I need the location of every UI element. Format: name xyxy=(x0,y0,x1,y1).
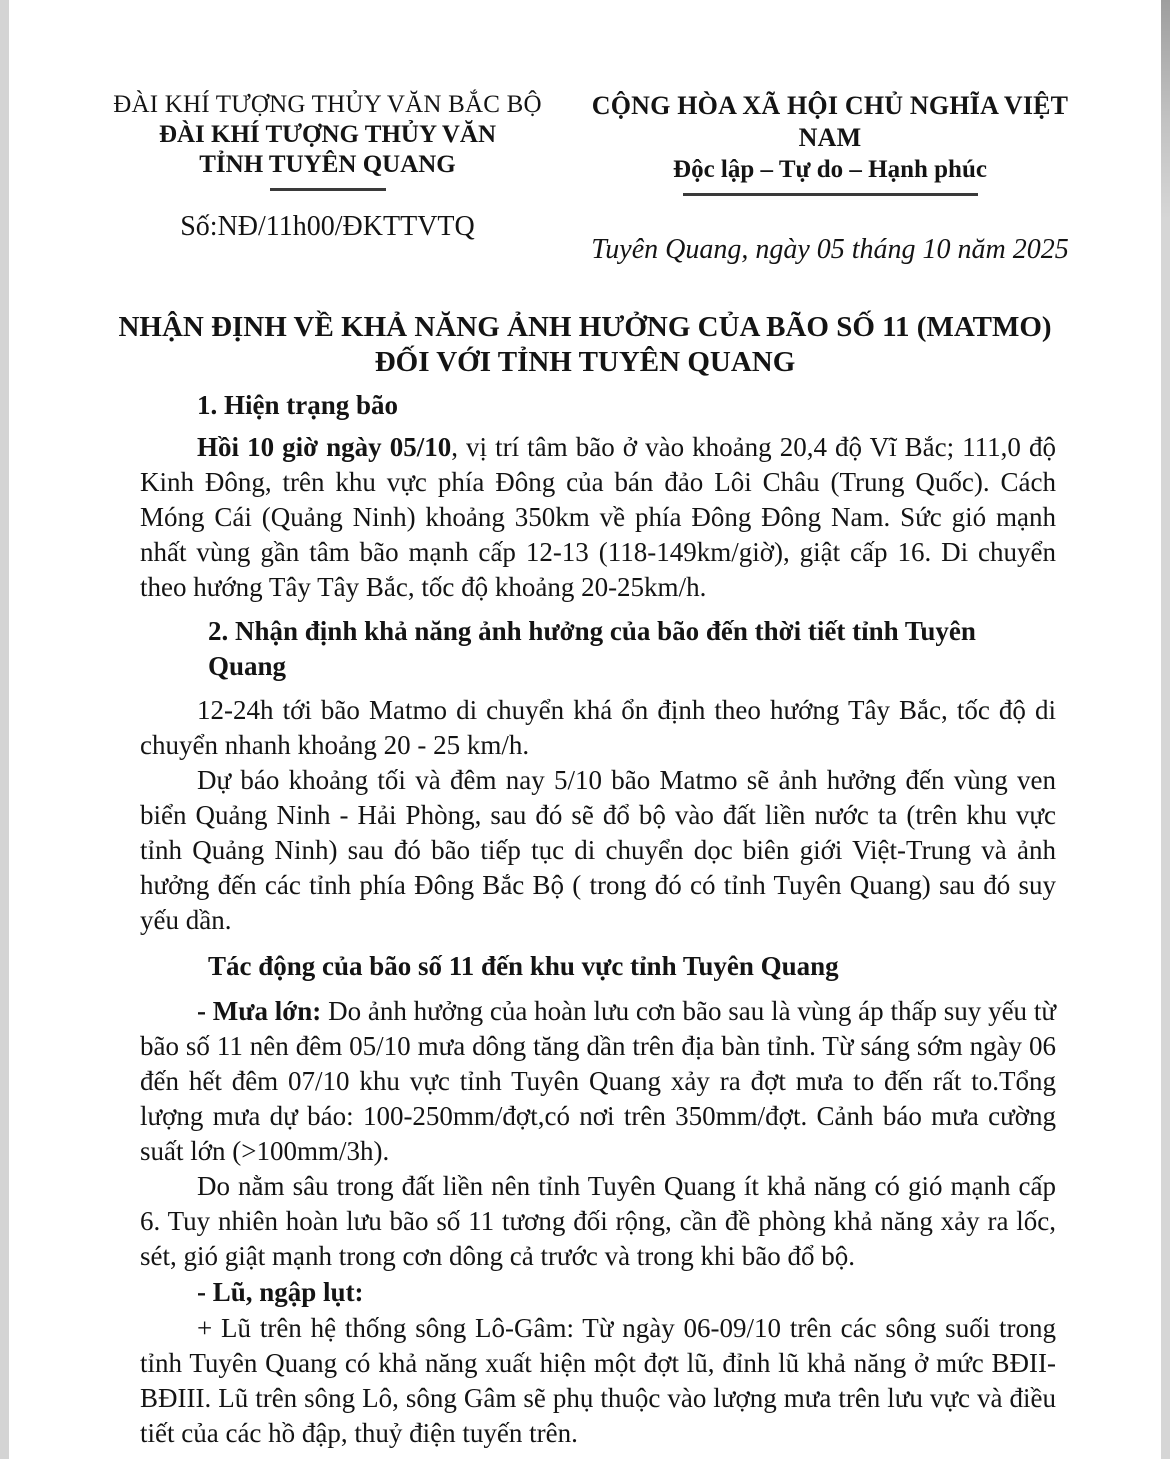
paragraph-landfall-forecast: Dự báo khoảng tối và đêm nay 5/10 bão Matmo sẽ ảnh hưởng đến vùng ven biển Quảng Ninh - Hải Phòng, sau đó sẽ đổ bộ vào đất liền nước ta (trên khu vực tỉnh Quảng Ninh) sau đó bão tiếp tục di chuyển dọc biên giới Việt-Trung và ảnh hưởng đến các tỉnh phía Đông Bắc Bộ ( trong đó có tỉnh Tuyên Quang) sau đó suy yếu dần. xyxy=(140,765,1056,935)
document-title-line2: ĐỐI VỚI TỈNH TUYÊN QUANG xyxy=(374,346,796,378)
paragraph-storm-status-text: , vị trí tâm bão ở vào khoảng 20,4 độ Vĩ Bắc; 111,0 độ Kinh Đông, trên khu vực phía Đông của bán đảo Lôi Châu (Trung Quốc). Cách Móng Cái (Quảng Ninh) khoảng 350km về phía Đông Đông Nam. Sức gió mạnh nhất vùng gần tâm bão mạnh cấp 12-13 (118-149km/giờ), giật cấp 16. Di chuyển theo hướng Tây Tây Bắc, tốc độ khoảng 20-25km/h. xyxy=(140,432,1056,602)
agency-province: TỈNH TUYÊN QUANG xyxy=(199,151,456,178)
paragraph-wind-warning: Do nằm sâu trong đất liền nên tỉnh Tuyên Quang ít khả năng có gió mạnh cấp 6. Tuy nhiên hoàn lưu bão số 11 tương đối rộng, cần đề phòng khả năng xảy ra lốc, sét, gió giật mạnh trong cơn dông cả trước và trong khi bão đổ bộ. xyxy=(140,1171,1056,1271)
paragraph-heavy-rain-text: Do ảnh hưởng của hoàn lưu cơn bão sau là vùng áp thấp suy yếu từ bão số 11 nên đêm 05/10 mưa dông tăng dần trên địa bàn tỉnh. Từ sáng sớm ngày 06 đến hết đêm 07/10 khu vực tỉnh Tuyên Quang xảy ra đợt mưa to đến rất to.Tổng lượng mưa dự báo: 100-250mm/đợt,có nơi trên 350mm/đợt. Cảnh báo mưa cường suất lớn (>100mm/3h). xyxy=(140,996,1056,1166)
section-2-heading: 2. Nhận định khả năng ảnh hưởng của bão đến thời tiết tỉnh Tuyên Quang xyxy=(208,616,976,681)
page-edge-left xyxy=(0,0,9,1459)
page-edge-right xyxy=(1161,0,1170,1459)
flood-heading: - Lũ, ngập lụt: xyxy=(197,1277,364,1307)
issuing-agency-block xyxy=(95,90,560,266)
document-title-line1: NHẬN ĐỊNH VỀ KHẢ NĂNG ẢNH HƯỞNG CỦA BÃO SỐ 11 (MATMO) xyxy=(118,311,1052,343)
national-motto-block xyxy=(560,90,1100,266)
place-date-line: Tuyên Quang, ngày 05 tháng 10 năm 2025 xyxy=(591,234,1069,265)
agency-name: ĐÀI KHÍ TƯỢNG THỦY VĂN xyxy=(158,121,497,148)
document-header xyxy=(0,0,1170,266)
paragraph-storm-status xyxy=(140,430,1056,605)
document-title xyxy=(0,310,1170,380)
paragraph-heavy-rain xyxy=(140,994,1056,1169)
document-number: Số:NĐ/11h00/ĐKTTVTQ xyxy=(180,211,475,242)
paragraph-storm-status-lead: Hồi 10 giờ ngày 05/10 xyxy=(197,432,452,462)
national-title: CỘNG HÒA XÃ HỘI CHỦ NGHĨA VIỆT NAM xyxy=(591,91,1069,152)
agency-separator-rule xyxy=(270,188,386,191)
section-1-heading: 1. Hiện trạng bão xyxy=(197,390,399,420)
document-body xyxy=(0,388,1170,1451)
national-motto: Độc lập – Tự do – Hạnh phúc xyxy=(673,156,987,183)
motto-separator-rule xyxy=(683,193,978,196)
impact-heading: Tác động của bão số 11 đến khu vực tỉnh Tuyên Quang xyxy=(208,951,839,981)
paragraph-storm-movement: 12-24h tới bão Matmo di chuyển khá ổn định theo hướng Tây Bắc, tốc độ di chuyển nhanh khoảng 20 - 25 km/h. xyxy=(140,695,1056,760)
paragraph-flood-forecast: + Lũ trên hệ thống sông Lô-Gâm: Từ ngày 06-09/10 trên các sông suối trong tỉnh Tuyên Quang có khả năng xuất hiện một đợt lũ, đỉnh lũ khả năng ở mức BĐII-BĐIII. Lũ trên sông Lô, sông Gâm sẽ phụ thuộc vào lượng mưa trên lưu vực và điều tiết của các hồ đập, thuỷ điện tuyến trên. xyxy=(140,1313,1056,1448)
agency-parent-name: ĐÀI KHÍ TƯỢNG THỦY VĂN BẮC BỘ xyxy=(113,91,542,118)
paragraph-heavy-rain-lead: - Mưa lớn: xyxy=(197,996,322,1026)
